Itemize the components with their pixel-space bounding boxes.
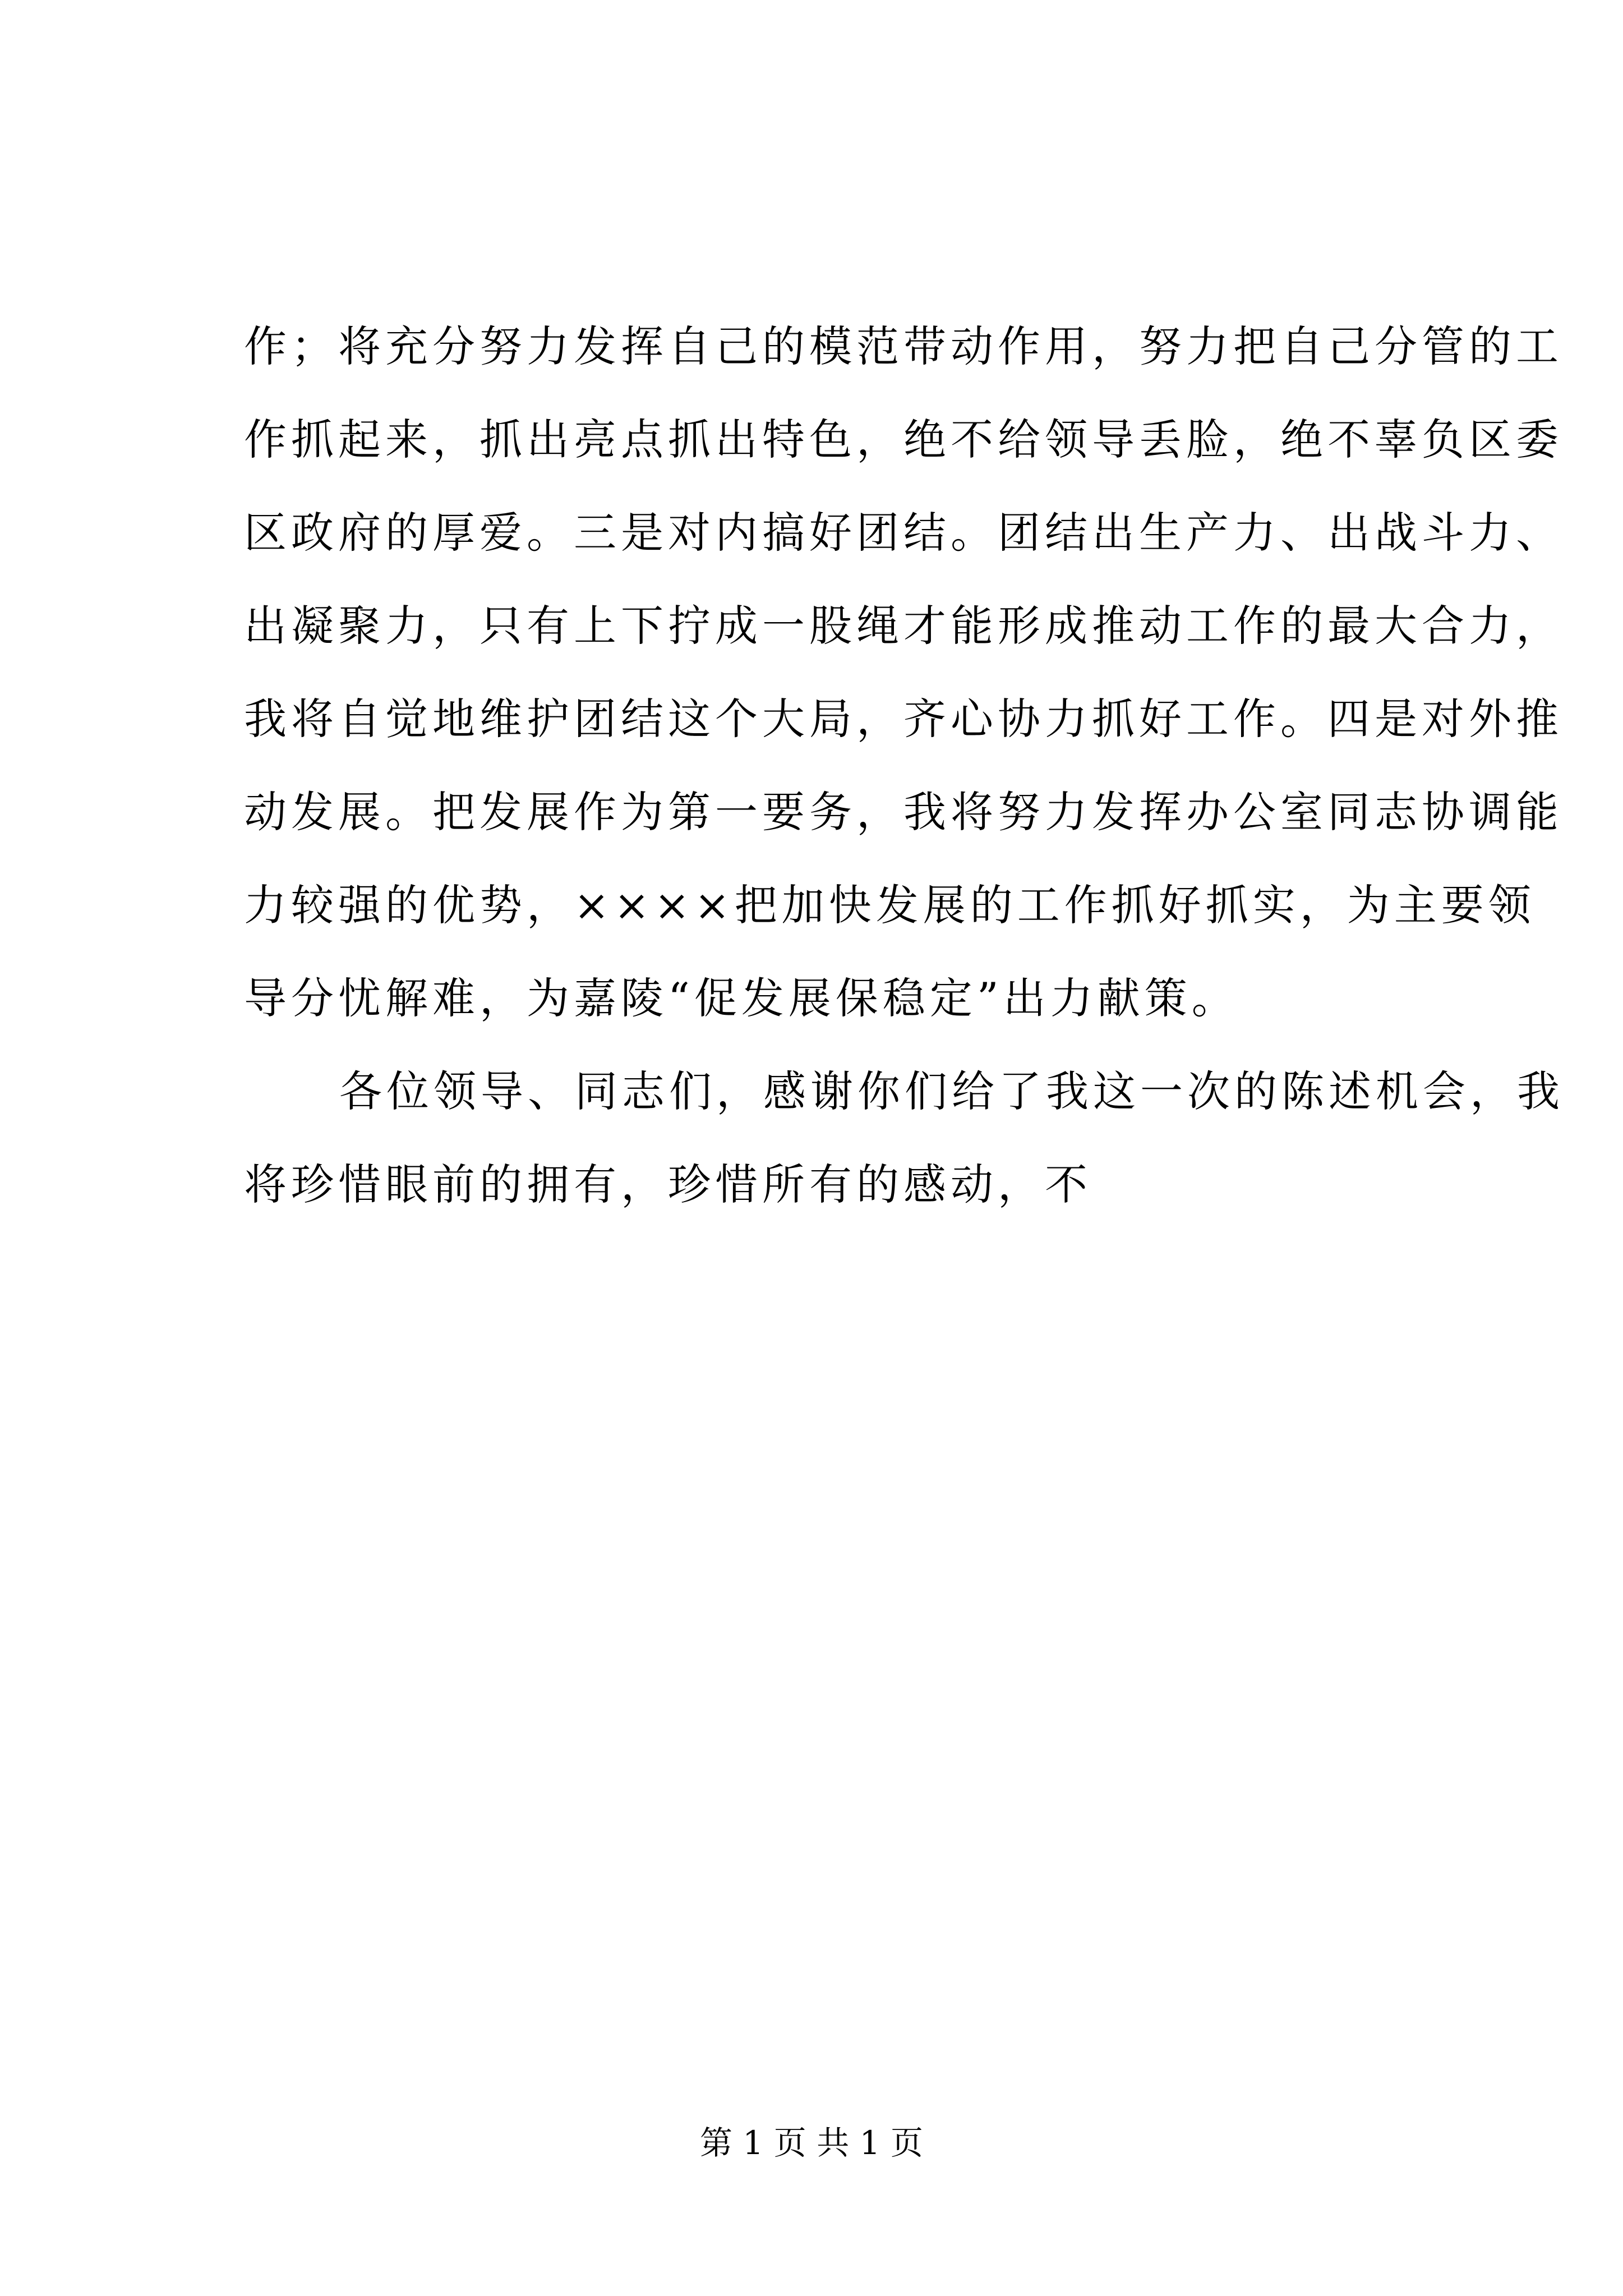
text-line: 导分忧解难，为嘉陵“促发展保稳定”出力献策。 — [244, 973, 1239, 1023]
text-line: 我将自觉地维护团结这个大局，齐心协力抓好工作。四是对外推 — [244, 694, 1563, 744]
text-line: 区政府的厚爱。三是对内搞好团结。团结出生产力、出战斗力、 — [244, 508, 1563, 558]
text-line: 将珍惜眼前的拥有，珍惜所有的感动，不 — [244, 1159, 1092, 1209]
text-line: 作；将充分努力发挥自己的模范带动作用，努力把自己分管的工 — [244, 321, 1563, 371]
text-line: 力较强的优势，××××把加快发展的工作抓好抓实，为主要领 — [244, 880, 1536, 930]
text-line: 出凝聚力，只有上下拧成一股绳才能形成推动工作的最大合力， — [244, 601, 1563, 651]
page-number-footer: 第 1 页 共 1 页 — [700, 2124, 923, 2162]
paragraph-start-line: 各位领导、同志们，感谢你们给了我这一次的陈述机会，我 — [339, 1066, 1564, 1116]
text-line: 作抓起来，抓出亮点抓出特色，绝不给领导丢脸，绝不辜负区委 — [244, 415, 1563, 464]
body-text — [244, 300, 1564, 1231]
text-line: 动发展。把发展作为第一要务，我将努力发挥办公室同志协调能 — [244, 787, 1563, 837]
